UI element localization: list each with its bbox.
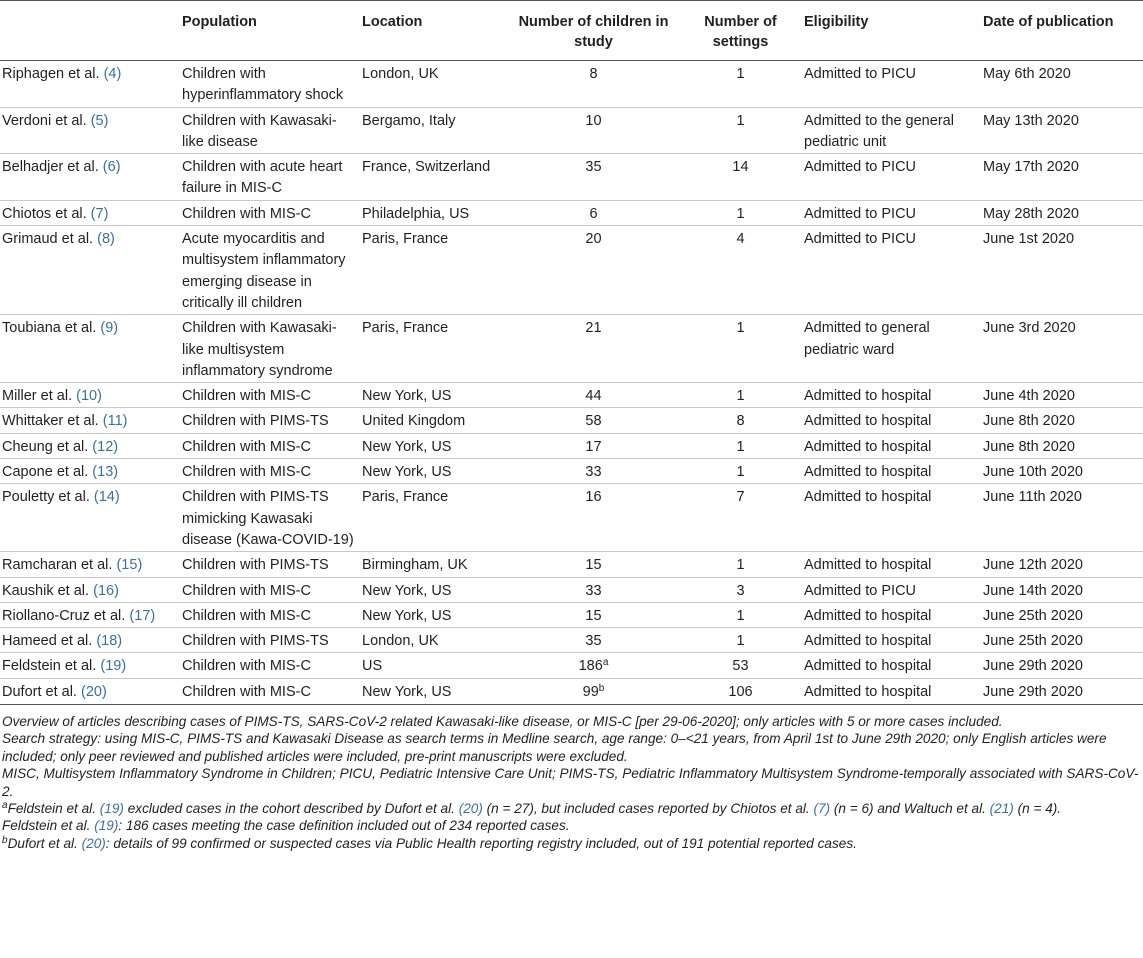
cell-location: Bergamo, Italy [360, 107, 508, 154]
cell-date: June 10th 2020 [981, 459, 1143, 484]
cell-settings: 1 [681, 383, 802, 408]
table-row [0, 154, 1143, 201]
reference-number: 8 [101, 231, 111, 248]
cell-settings: 1 [681, 602, 802, 627]
cell-eligibility: Admitted to hospital [802, 552, 981, 577]
cell-settings: 53 [681, 653, 802, 678]
footnote-abbreviations: MISC, Multisystem Inflammatory Syndrome in Children; PICU, Pediatric Intensive Care Unit; PIMS-TS, Pediatric Inflammatory Multisystem Syndrome-temporally associated with SARS-CoV-2. [2, 766, 1139, 799]
cell-children [508, 552, 681, 577]
reference-link[interactable]: (16) [93, 582, 119, 599]
cell-children [508, 226, 681, 315]
children-count: 186 [578, 658, 603, 675]
cell-date: May 6th 2020 [981, 61, 1143, 108]
cell-location: New York, US [360, 459, 508, 484]
reference-number: 6 [107, 159, 116, 176]
study-name: Verdoni et al. [2, 112, 87, 129]
table-row [0, 383, 1143, 408]
table-row [0, 678, 1143, 704]
study-name: Dufort et al. [2, 683, 77, 700]
cell-population: Children with hyperinflammatory shock [180, 61, 360, 108]
cell-location: Birmingham, UK [360, 552, 508, 577]
cell-settings: 4 [681, 226, 802, 315]
reference-link[interactable]: (20) [458, 801, 483, 817]
cell-eligibility: Admitted to the general pediatric unit [802, 107, 981, 154]
reference-number: 18 [101, 633, 118, 650]
reference-link[interactable]: (14) [93, 489, 120, 506]
cell-settings: 1 [681, 552, 802, 577]
cell-children [508, 678, 681, 704]
children-count: 6 [589, 205, 598, 222]
cell-eligibility: Admitted to hospital [802, 653, 981, 678]
cell-study [0, 459, 180, 484]
table-row [0, 552, 1143, 577]
cell-settings: 1 [681, 459, 802, 484]
study-name: Belhadjer et al. [2, 159, 99, 176]
cell-children [508, 459, 681, 484]
footnote-text: : details of 99 confirmed or suspected cases via Public Health reporting registry included, out of 191 potential reported cases. [105, 835, 857, 851]
header-eligibility: Eligibility [802, 1, 981, 61]
cell-date: June 29th 2020 [981, 678, 1143, 704]
cell-location: New York, US [360, 383, 508, 408]
cell-children [508, 200, 681, 225]
cell-study [0, 61, 180, 108]
cell-population: Children with PIMS-TS [180, 552, 360, 577]
reference-link[interactable]: (7) [90, 205, 109, 222]
cell-population: Children with Kawasaki-like disease [180, 107, 360, 154]
cell-settings: 8 [681, 408, 802, 433]
cell-children [508, 383, 681, 408]
reference-link[interactable]: (12) [92, 438, 119, 455]
reference-link[interactable]: (5) [90, 112, 109, 129]
cell-children [508, 577, 681, 602]
footnote-text: excluded cases in the cohort described by Dufort et al. [123, 801, 459, 817]
cell-study [0, 484, 180, 552]
cell-settings: 1 [681, 200, 802, 225]
cell-children [508, 61, 681, 108]
study-name: Feldstein et al. [2, 658, 97, 675]
cell-location: New York, US [360, 678, 508, 704]
cell-children [508, 154, 681, 201]
table-row [0, 433, 1143, 458]
cell-location: US [360, 653, 508, 678]
study-name: Toubiana et al. [2, 320, 97, 337]
header-location: Location [360, 1, 508, 61]
cell-study [0, 226, 180, 315]
cell-settings: 1 [681, 315, 802, 383]
header-children: Number of children in study [508, 1, 681, 61]
reference-number: 10 [80, 388, 98, 405]
cell-study [0, 154, 180, 201]
cell-population: Children with MIS-C [180, 433, 360, 458]
table-footnotes [0, 705, 1143, 852]
cell-date: June 14th 2020 [981, 577, 1143, 602]
cell-children [508, 484, 681, 552]
header-date: Date of publication [981, 1, 1143, 61]
footnote-b [2, 835, 1139, 852]
cell-study [0, 433, 180, 458]
cell-eligibility: Admitted to hospital [802, 628, 981, 653]
reference-link[interactable]: (18) [96, 633, 123, 650]
table-row [0, 628, 1143, 653]
study-name: Grimaud et al. [2, 231, 94, 248]
study-name: Ramcharan et al. [2, 557, 113, 574]
footnote-marker: b [598, 682, 605, 694]
cell-location: Paris, France [360, 315, 508, 383]
reference-number: 16 [97, 582, 115, 599]
footnote-a-mark: a [2, 800, 8, 812]
study-name: Cheung et al. [2, 438, 89, 455]
cell-eligibility: Admitted to PICU [802, 226, 981, 315]
reference-link[interactable]: (10) [76, 388, 102, 405]
table-header-row [0, 1, 1143, 61]
cell-study [0, 628, 180, 653]
cell-children [508, 315, 681, 383]
cell-settings: 7 [681, 484, 802, 552]
table-row [0, 459, 1143, 484]
cell-study [0, 577, 180, 602]
cell-date: May 13th 2020 [981, 107, 1143, 154]
reference-link[interactable]: (7) [813, 801, 831, 817]
reference-number: 15 [121, 557, 138, 574]
cell-eligibility: Admitted to PICU [802, 577, 981, 602]
reference-link[interactable]: (19) [99, 801, 124, 817]
cell-date: May 17th 2020 [981, 154, 1143, 201]
cell-study [0, 315, 180, 383]
cell-date: June 11th 2020 [981, 484, 1143, 552]
study-name: Pouletty et al. [2, 489, 90, 506]
cell-population: Children with MIS-C [180, 383, 360, 408]
cell-children [508, 107, 681, 154]
reference-number: 9 [105, 320, 114, 337]
reference-link[interactable]: (13) [92, 464, 119, 481]
reference-link[interactable]: (6) [102, 159, 121, 176]
footnote-search: Search strategy: using MIS-C, PIMS-TS and Kawasaki Disease as search terms in Medline search, age range: 0–<21 years, from April 1st to June 29th 2020; only English articles were included; only peer reviewed and published articles were included, pre-print manuscripts were excluded. [2, 731, 1107, 764]
footnote-text: Feldstein et al. [7, 801, 100, 817]
footnote-text: (n = 4). [1013, 801, 1062, 817]
cell-date: June 4th 2020 [981, 383, 1143, 408]
cell-eligibility: Admitted to hospital [802, 459, 981, 484]
table-row [0, 602, 1143, 627]
children-count: 16 [585, 489, 602, 506]
study-name: Riollano-Cruz et al. [2, 607, 126, 624]
cell-location: New York, US [360, 577, 508, 602]
cell-eligibility: Admitted to PICU [802, 61, 981, 108]
cell-location: London, UK [360, 628, 508, 653]
cell-settings: 3 [681, 577, 802, 602]
cell-population: Children with PIMS-TS [180, 408, 360, 433]
reference-number: 17 [134, 607, 151, 624]
table-row [0, 226, 1143, 315]
table-row [0, 107, 1143, 154]
table-body [0, 61, 1143, 705]
reference-link[interactable]: (21) [989, 801, 1014, 817]
reference-link[interactable]: (19) [94, 818, 119, 834]
cell-date: June 29th 2020 [981, 653, 1143, 678]
cell-population: Children with Kawasaki-like multisystem inflammatory syndrome [180, 315, 360, 383]
children-count: 35 [585, 633, 602, 650]
header-settings: Number of settings [681, 1, 802, 61]
cell-study [0, 200, 180, 225]
cell-settings: 106 [681, 678, 802, 704]
cell-study [0, 408, 180, 433]
cell-study [0, 383, 180, 408]
cell-location: London, UK [360, 61, 508, 108]
cell-population: Children with PIMS-TS [180, 628, 360, 653]
footnote-text: Feldstein et al. [2, 818, 95, 834]
study-name: Chiotos et al. [2, 205, 87, 222]
cell-eligibility: Admitted to PICU [802, 200, 981, 225]
cell-population: Children with MIS-C [180, 459, 360, 484]
table-row [0, 484, 1143, 552]
reference-link[interactable]: (15) [116, 557, 143, 574]
cell-study [0, 602, 180, 627]
table-row [0, 408, 1143, 433]
footnote-a-continued [2, 817, 1139, 834]
footnote-a [2, 800, 1139, 817]
children-count: 33 [585, 464, 602, 481]
reference-number: 13 [97, 464, 114, 481]
table-row [0, 653, 1143, 678]
reference-number: 12 [97, 438, 114, 455]
cell-date: May 28th 2020 [981, 200, 1143, 225]
cell-eligibility: Admitted to general pediatric ward [802, 315, 981, 383]
children-count: 21 [585, 320, 602, 337]
header-study [0, 1, 180, 61]
reference-number: 20 [85, 683, 102, 700]
cell-settings: 1 [681, 433, 802, 458]
cell-population: Children with acute heart failure in MIS-C [180, 154, 360, 201]
footnote-overview: Overview of articles describing cases of PIMS-TS, SARS-CoV-2 related Kawasaki-like disease, or MIS-C [per 29-06-2020]; only articles with 5 or more cases included. [2, 714, 1003, 730]
children-count: 20 [585, 231, 602, 248]
cell-settings: 1 [681, 107, 802, 154]
reference-link[interactable]: (4) [103, 66, 122, 82]
cell-eligibility: Admitted to hospital [802, 433, 981, 458]
cell-population: Children with PIMS-TS mimicking Kawasaki disease (Kawa-COVID-19) [180, 484, 360, 552]
children-count: 35 [585, 159, 602, 176]
cell-location: Paris, France [360, 484, 508, 552]
reference-number: 7 [95, 205, 104, 222]
cell-population: Children with MIS-C [180, 678, 360, 704]
children-count: 58 [585, 413, 602, 430]
cell-eligibility: Admitted to hospital [802, 408, 981, 433]
study-name: Hameed et al. [2, 633, 93, 650]
children-count: 44 [585, 388, 602, 405]
cell-children [508, 628, 681, 653]
cell-children [508, 408, 681, 433]
children-count: 15 [585, 607, 602, 624]
children-count: 15 [585, 557, 602, 574]
cell-eligibility: Admitted to PICU [802, 154, 981, 201]
cell-date: June 25th 2020 [981, 628, 1143, 653]
cell-eligibility: Admitted to hospital [802, 484, 981, 552]
cell-location: Philadelphia, US [360, 200, 508, 225]
study-name: Riphagen et al. [2, 66, 100, 82]
cell-eligibility: Admitted to hospital [802, 383, 981, 408]
reference-link[interactable]: (9) [100, 320, 119, 337]
cell-study [0, 552, 180, 577]
footnote-text: : 186 cases meeting the case definition included out of 234 reported cases. [118, 818, 570, 834]
cell-date: June 25th 2020 [981, 602, 1143, 627]
reference-number: 11 [107, 413, 123, 430]
children-count: 8 [589, 66, 598, 82]
reference-number: 5 [95, 112, 104, 129]
reference-link[interactable]: (8) [97, 231, 115, 248]
cell-settings: 1 [681, 61, 802, 108]
study-name: Capone et al. [2, 464, 89, 481]
footnote-marker: a [602, 657, 609, 669]
reference-link[interactable]: (20) [80, 683, 107, 700]
reference-number: 4 [108, 66, 117, 82]
reference-link[interactable]: (17) [129, 607, 156, 624]
cell-population: Acute myocarditis and multisystem inflammatory emerging disease in critically ill children [180, 226, 360, 315]
reference-link[interactable]: (11) [102, 413, 128, 430]
header-population: Population [180, 1, 360, 61]
cell-date: June 8th 2020 [981, 408, 1143, 433]
study-name: Kaushik et al. [2, 582, 90, 599]
cell-location: Paris, France [360, 226, 508, 315]
children-count: 10 [585, 112, 602, 129]
cell-children [508, 433, 681, 458]
table-row [0, 200, 1143, 225]
study-name: Miller et al. [2, 388, 73, 405]
cell-eligibility: Admitted to hospital [802, 602, 981, 627]
cell-children [508, 602, 681, 627]
table-row [0, 315, 1143, 383]
cell-study [0, 653, 180, 678]
reference-number: 14 [98, 489, 115, 506]
cell-settings: 14 [681, 154, 802, 201]
cell-population: Children with MIS-C [180, 577, 360, 602]
cell-date: June 12th 2020 [981, 552, 1143, 577]
cell-location: New York, US [360, 602, 508, 627]
reference-link[interactable]: (19) [100, 658, 127, 675]
footnote-b-mark: b [2, 834, 8, 846]
cell-date: June 1st 2020 [981, 226, 1143, 315]
cell-study [0, 678, 180, 704]
cell-location: France, Switzerland [360, 154, 508, 201]
children-count: 33 [585, 582, 602, 599]
footnote-text: (n = 27), but included cases reported by Chiotos et al. [482, 801, 814, 817]
cell-population: Children with MIS-C [180, 200, 360, 225]
cell-population: Children with MIS-C [180, 602, 360, 627]
footnote-text: (n = 6) and Waltuch et al. [830, 801, 990, 817]
cell-children [508, 653, 681, 678]
cell-date: June 3rd 2020 [981, 315, 1143, 383]
cell-settings: 1 [681, 628, 802, 653]
cell-date: June 8th 2020 [981, 433, 1143, 458]
footnote-text: Dufort et al. [7, 835, 82, 851]
reference-link[interactable]: (20) [81, 835, 106, 851]
reference-number: 19 [105, 658, 122, 675]
cell-study [0, 107, 180, 154]
table-row [0, 61, 1143, 108]
children-count: 17 [585, 438, 602, 455]
table-row [0, 577, 1143, 602]
children-count: 99 [582, 683, 599, 700]
study-name: Whittaker et al. [2, 413, 99, 430]
cell-location: New York, US [360, 433, 508, 458]
cell-population: Children with MIS-C [180, 653, 360, 678]
cell-location: United Kingdom [360, 408, 508, 433]
cell-eligibility: Admitted to hospital [802, 678, 981, 704]
